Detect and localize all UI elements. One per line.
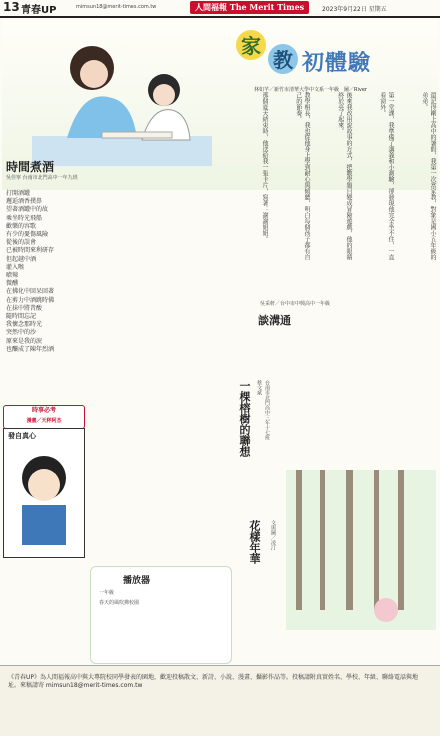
page-header (0, 0, 440, 18)
poem-line: 突然中的沙 (6, 329, 37, 337)
music-description: 春天的風吹拂校園 (99, 600, 140, 606)
poem-title: 時間煮酒 (6, 160, 55, 174)
poem-line: 隨時間忘記 (6, 313, 37, 321)
cartoon-label-title: 時事必考 (31, 407, 56, 414)
flower-title: 花樣年華 (248, 520, 261, 564)
issue-date: 2023年9月22日 星期五 (322, 6, 387, 13)
masthead-logo: 人間福報 The Merit Times (190, 1, 309, 14)
poem-line: 邂逅酒香撲鼻 (6, 198, 43, 206)
flower-author: 文與圖／凌汀 (270, 520, 276, 550)
poem-line: 嗆辣 (6, 272, 19, 280)
poem-body (6, 190, 66, 430)
article-column: 那個夏天結束時，他送給我一張卡片，寫著：謝謝姐姐。 (261, 92, 268, 242)
section-url: mimsun18@merit-times.com.tw (76, 4, 157, 10)
poem-line: 灌入喉 (6, 263, 25, 271)
banyan-title: 一棵榕樹的聯想 (238, 380, 251, 457)
cartoon-drawing (4, 443, 84, 555)
poem-line: 微醺 (6, 280, 19, 288)
music-title: 播放器 (123, 576, 151, 586)
talk-byline: 吳采軒／台中市中興高中一年級 (260, 301, 331, 307)
poem-school: 台南市北門高中一年九班 (22, 175, 78, 181)
footer-text: 《青春UP》為人間福報高中與大專院校同學發表的園地，歡迎投稿散文、新詩、小說、漫畫、攝影作品等。投稿請附真實姓名、學校、年級、聯絡電話與地址。來稿請寄 mimsun18@merit-times.com.tw (8, 674, 419, 690)
poem-line: 原來是我的淚 (6, 337, 43, 345)
page-number: 13 (3, 0, 20, 14)
article-column: 教學相長，我也從他身上學到耐心與傾聽，明白每個孩子都有自己的節奏。 (294, 92, 310, 260)
article-column: 還記得剛上高中的暑假，我第一次當家教，對象是國小五年級的弟弟。 (420, 92, 436, 260)
poem-line: 有少的憂傷風險 (6, 231, 49, 239)
talk-title: 談溝通 (258, 314, 291, 327)
article-column: 後來我改用說故事的方式，把數學題目變成冒險遊戲，他的眼睛終於亮了起來。 (336, 92, 352, 260)
cartoon-label (3, 405, 85, 429)
music-box (90, 566, 232, 664)
section-title: 青春UP (21, 5, 57, 16)
banyan-school: 台南市北門高中三年十七班 (264, 380, 270, 440)
banyan-author: 蔡文斌 (256, 380, 262, 395)
poem-author-name: 吳佳寧 (6, 175, 22, 181)
poem-line: 在剪力中酒跳時佛 (6, 296, 55, 304)
title-bubble-2: 教 (268, 44, 298, 74)
poem-line: 也釀成了陳年烈酒 (6, 345, 55, 353)
cartoon-panel (3, 428, 85, 558)
poem-line: 望著酒罐中的故 (6, 206, 49, 214)
forest-illustration (286, 470, 436, 630)
main-article (230, 92, 436, 262)
page-footer (0, 665, 440, 736)
poem-line: 乘坐時光飛船 (6, 214, 43, 222)
poem-line: 歡樂的容歌 (6, 222, 37, 230)
poem-line: 在抹中將昔酸 (6, 304, 43, 312)
hero-title: 初體驗 (302, 51, 372, 76)
poem-line: 但起越中酒 (6, 255, 37, 263)
poem-line: 在拂化中回呆回著 (6, 288, 55, 296)
poem-line: 我懷念那時光 (6, 321, 43, 329)
hero-byline: 林如芊／新竹市清華大學中文系一年級 圖／River (254, 87, 367, 93)
article-column: 第一堂課，我準備了講義和小測驗，卻發現他完全坐不住，一直看窗外。 (378, 92, 394, 260)
poem-line: 打開酒罐 (6, 190, 31, 197)
poem-author (6, 174, 78, 181)
hero-illustration (12, 28, 212, 178)
cartoon-caption: 發自真心 (8, 432, 36, 440)
poem-line: 從後的誤會 (6, 239, 37, 247)
title-bubble-1: 家 (236, 30, 266, 60)
poem-line: 已被時間來利研存 (6, 247, 55, 255)
music-song: 一年級 (99, 590, 115, 596)
cartoon-author: 漫畫／天秤阿杰 (26, 418, 62, 424)
